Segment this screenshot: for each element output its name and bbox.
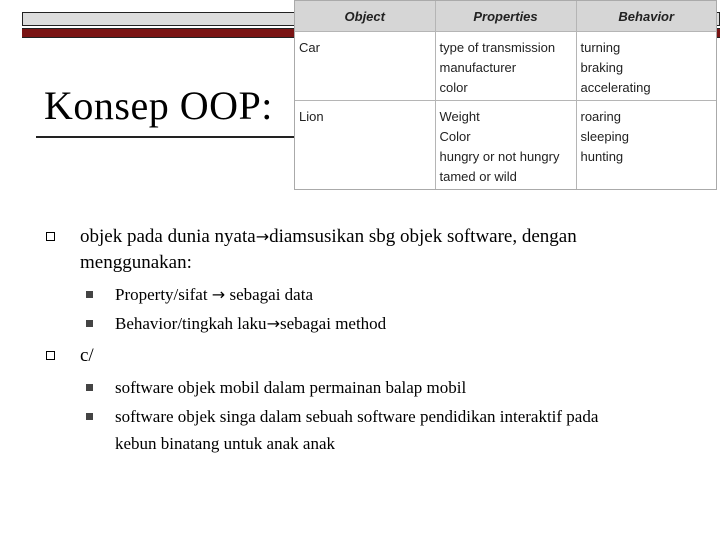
hollow-square-bullet-icon — [46, 232, 55, 241]
sub-bullet: software objek singa dalam sebuah software pendidikan interaktif pada kebun binatang untuk anak anak — [115, 403, 598, 457]
slide-title: Konsep OOP: — [44, 83, 273, 128]
filled-square-bullet-icon — [86, 320, 93, 327]
bullet-2: c/ — [80, 343, 94, 369]
table-cell-behavior: roaring sleeping hunting — [580, 109, 629, 164]
filled-square-bullet-icon — [86, 291, 93, 298]
table-cell-behavior: turning braking accelerating — [576, 32, 716, 101]
sub-bullet: Property/sifat → sebagai data — [115, 281, 313, 308]
sub-bullet: Behavior/tingkah laku→sebagai method — [115, 310, 386, 337]
oop-table — [294, 0, 717, 190]
sub-bullet: software objek mobil dalam permainan balap mobil — [115, 374, 466, 401]
table-header-properties: Properties — [435, 1, 576, 32]
table-cell-properties: type of transmission manufacturer color — [435, 32, 576, 101]
arrow-right-icon: → — [255, 227, 270, 246]
table-row — [295, 32, 716, 101]
arrow-right-icon: → — [211, 285, 226, 304]
title-underline — [36, 136, 298, 138]
table-cell-object: Car — [295, 32, 435, 101]
table-cell-properties: Weight Color hungry or not hungry tamed or wild — [435, 101, 576, 190]
bullet-1: objek pada dunia nyata→diamsusikan sbg objek software, dengan menggunakan: — [80, 224, 577, 276]
table-row — [295, 101, 716, 190]
hollow-square-bullet-icon — [46, 351, 55, 360]
arrow-right-icon: → — [266, 314, 280, 333]
table-header-object: Object — [295, 1, 435, 32]
table-header-behavior: Behavior — [576, 1, 716, 32]
filled-square-bullet-icon — [86, 384, 93, 391]
filled-square-bullet-icon — [86, 413, 93, 420]
table-cell-object: Lion — [295, 101, 435, 190]
